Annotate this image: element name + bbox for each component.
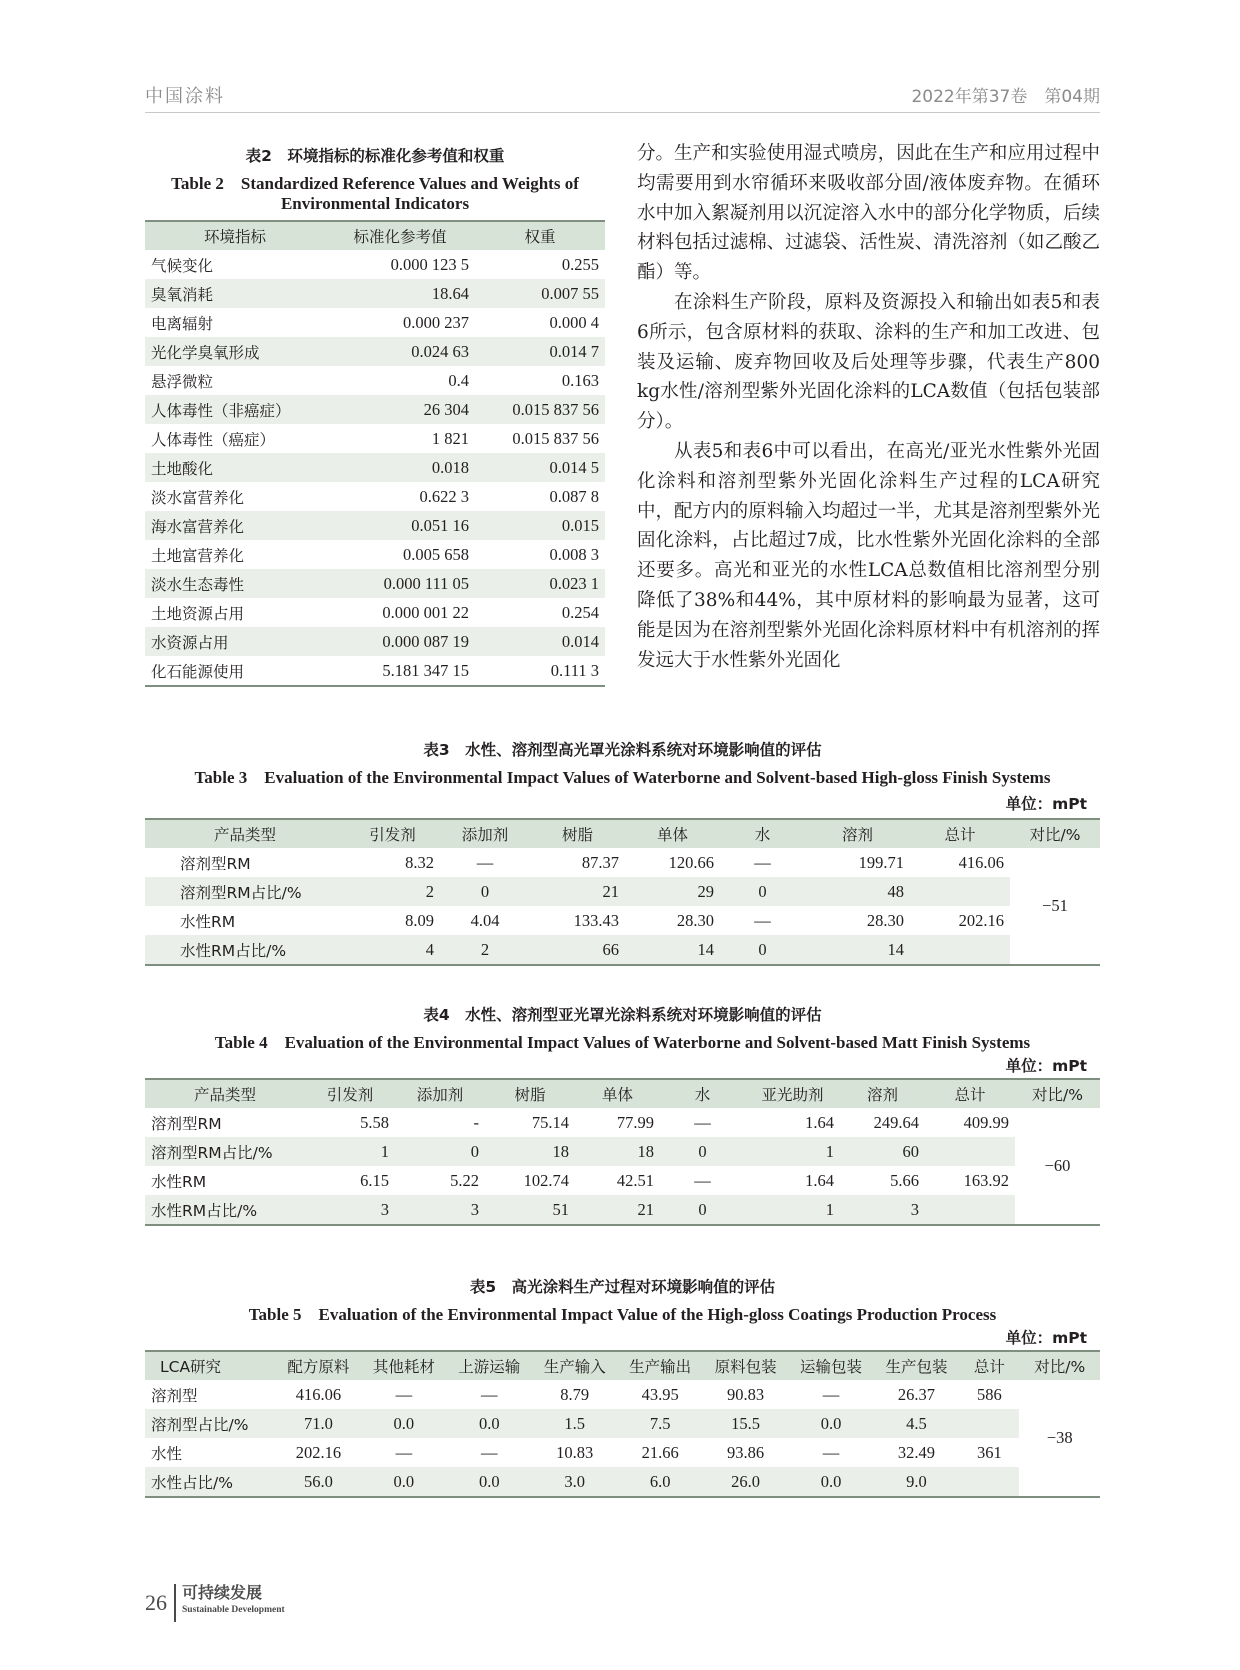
cell: 0.015 837 56 [475,395,605,424]
cell: 0.051 16 [325,511,475,540]
cell: 水性RM [180,912,236,931]
cell: 土地资源占用 [151,604,245,623]
table3-unit: 单位：mPt [1005,795,1087,813]
cell: 0.000 087 19 [325,627,475,656]
cell: 0.000 123 5 [390,254,469,274]
cell: 2 [440,935,530,965]
cell: — [754,910,771,930]
cell [925,1137,1015,1166]
cell: — [481,1442,498,1462]
cell: 0.000 001 22 [382,602,469,622]
cell [910,935,1010,965]
cell: 水性RM占比/% [145,1195,305,1225]
cell: 18.64 [325,279,475,308]
cell: 416.06 [295,1384,342,1404]
cell: 586 [976,1384,1002,1404]
cell: 199.71 [858,852,904,872]
table5-header: 原料包装 [703,1351,788,1380]
cell: 4 [345,935,440,965]
table2-row [145,308,605,337]
cell: 56.0 [276,1467,361,1497]
cell: 1.64 [805,1112,834,1132]
cell: 71.0 [276,1409,361,1438]
cell: 8.32 [405,852,434,872]
table3-header: 产品类型 [145,819,345,848]
cell: 0.087 8 [549,486,599,506]
table2-row [145,627,605,656]
cell: 1 [745,1195,840,1225]
cell: 15.5 [703,1409,788,1438]
cell: 3 [840,1195,925,1225]
journal-name: 中国涂料 [145,86,225,107]
cell: 202.16 [295,1442,342,1462]
cell: 0.0 [361,1467,446,1497]
cell: 0 [440,877,530,906]
cell: 电离辐射 [151,314,214,333]
cell: 0 [660,1195,745,1225]
cell: 人体毒性（癌症） [151,430,276,449]
table2-row [145,511,605,540]
cell: - [473,1112,479,1132]
table4-row [145,1137,1100,1166]
table3-caption-cn: 表3 水性、溶剂型高光罩光涂料系统对环境影响值的评估 [423,741,822,759]
cell: 5.181 347 15 [325,656,475,686]
table4-header: 产品类型 [145,1079,305,1108]
table5-header: 生产输入 [532,1351,617,1380]
cell: 水性 [151,1444,183,1463]
cell: 8.79 [560,1384,590,1404]
cell: 8.09 [405,910,434,930]
page-number: 26 [145,1590,167,1615]
table5-header: 生产包装 [874,1351,959,1380]
table5-compare: −38 [1019,1380,1100,1497]
cell: 溶剂型RM [151,1114,222,1133]
cell: 4.5 [874,1409,959,1438]
table2-header-weight: 权重 [475,221,605,250]
cell: 溶剂型 [151,1386,198,1405]
cell: 75.14 [531,1112,569,1132]
cell: 28.30 [866,910,904,930]
cell: 悬浮微粒 [151,372,214,391]
cell: 0.000 111 05 [325,569,475,598]
cell: 28.30 [676,910,714,930]
cell: 0.255 [561,254,599,274]
cell [959,1409,1019,1438]
paragraph-1: 分。生产和实验使用湿式喷房，因此在生产和应用过程中均需要用到水帘循环来吸收部分固/液体废弃物。在循环水中加入絮凝剂用以沉淀溶入水中的部分化学物质，后续材料包括过滤棉、过滤袋、活性炭、清洗溶剂（如乙酸乙酯）等。 [637,143,1100,284]
table4-header: 添加剂 [395,1079,485,1108]
table5-row [145,1467,1100,1497]
cell: 7.5 [617,1409,702,1438]
table4-caption-en: Table 4 Evaluation of the Environmental Impact Values of Waterborne and Solvent-based Matt Finish Systems [214,1033,1031,1052]
table3-header: 添加剂 [440,819,530,848]
cell: 臭氧消耗 [145,279,325,308]
cell: 18 [575,1137,660,1166]
cell: 102.74 [523,1170,569,1190]
cell: 21 [530,877,625,906]
table5-header: 运输包装 [788,1351,873,1380]
cell: 0.024 63 [325,337,475,366]
table2-row [145,279,605,308]
table5-row [145,1380,1100,1409]
cell: 21 [575,1195,660,1225]
table5-header: 其他耗材 [361,1351,446,1380]
cell: 0.622 3 [419,486,469,506]
table4-row [145,1195,1100,1225]
table5-row [145,1438,1100,1467]
cell: 120.66 [668,852,714,872]
cell: 18 [485,1137,575,1166]
cell: 5.22 [450,1170,479,1190]
cell: 0.015 837 56 [512,428,599,448]
cell: 1.64 [805,1170,834,1190]
table4-header: 溶剂 [840,1079,925,1108]
table3 [145,818,1100,966]
cell: 0.0 [788,1409,873,1438]
cell: 0.163 [561,370,599,390]
cell: 淡水富营养化 [151,488,245,507]
table5-header: 总计 [959,1351,1019,1380]
table3-row [145,848,1100,877]
cell: 0.008 3 [549,544,599,564]
cell: 43.95 [641,1384,679,1404]
cell: — [822,1442,840,1462]
table3-header: 总计 [910,819,1010,848]
cell: 水性占比/% [145,1467,276,1497]
table2-header-ref: 标准化参考值 [325,221,475,250]
table5-caption-en: Table 5 Evaluation of the Environmental Impact Value of the High-gloss Coatings Production Process [248,1305,997,1324]
cell: 0.005 658 [403,544,469,564]
table2-header-indicator: 环境指标 [145,221,325,250]
cell: 163.92 [963,1170,1009,1190]
cell: 0.000 237 [403,312,469,332]
table2-row [145,337,605,366]
cell: 淡水生态毒性 [145,569,325,598]
table5-row [145,1409,1100,1438]
cell: 溶剂型占比/% [145,1409,276,1438]
cell: 87.37 [581,852,619,872]
table2-row [145,424,605,453]
cell: 416.06 [958,852,1004,872]
cell: 0.014 7 [475,337,605,366]
issue-info: 2022年第37卷 第04期 [911,87,1100,107]
table3-header: 水 [720,819,805,848]
table5 [145,1350,1100,1498]
table2-row [145,569,605,598]
table4-row [145,1108,1100,1137]
cell: 土地富营养化 [151,546,245,565]
table2-row [145,250,605,279]
header-rule [145,112,1100,113]
cell: 66 [530,935,625,965]
cell: 0.0 [361,1409,446,1438]
table2-row [145,453,605,482]
cell: 土地酸化 [145,453,325,482]
table4-header: 水 [660,1079,745,1108]
table2-row [145,540,605,569]
table5-header: 配方原料 [276,1351,361,1380]
cell: 14 [805,935,910,965]
table5-header: 对比/% [1019,1351,1100,1380]
cell: 14 [625,935,720,965]
table4-row [145,1166,1100,1195]
table5-header: 上游运输 [447,1351,532,1380]
cell: 60 [840,1137,925,1166]
cell: 4.04 [470,910,500,930]
table4-compare: −60 [1015,1108,1100,1225]
table3-row [145,877,1100,906]
cell: 51 [485,1195,575,1225]
cell: — [822,1384,840,1404]
table3-header: 溶剂 [805,819,910,848]
table4-caption-cn: 表4 水性、溶剂型亚光罩光涂料系统对环境影响值的评估 [423,1006,822,1024]
cell: 1 821 [431,428,469,448]
cell: 3 [395,1195,485,1225]
cell: — [476,852,494,872]
cell: 32.49 [897,1442,936,1462]
cell: 1 [745,1137,840,1166]
body-text [637,139,1100,675]
cell: 1.5 [532,1409,617,1438]
table2-row [145,482,605,511]
table3-row [145,906,1100,935]
folio-divider [174,1584,176,1622]
section-title-en: Sustainable Development [182,1605,285,1615]
table3-header: 单体 [625,819,720,848]
cell: 90.83 [727,1384,765,1404]
cell: 409.99 [963,1112,1009,1132]
cell [925,1195,1015,1225]
cell: 361 [976,1442,1002,1462]
cell: 0.015 [475,511,605,540]
cell: 光化学臭氧形成 [145,337,325,366]
cell: 溶剂型RM占比/% [145,1137,305,1166]
cell: 9.0 [874,1467,959,1497]
table4-unit: 单位：mPt [1005,1057,1087,1075]
cell: 0.000 4 [549,312,599,332]
table5-caption-cn: 表5 高光涂料生产过程对环境影响值的评估 [469,1278,776,1296]
cell: 48 [805,877,910,906]
table2-row [145,656,605,686]
cell: 人体毒性（非癌症） [145,395,325,424]
table3-row [145,935,1100,965]
table2 [145,220,605,687]
cell: 气候变化 [151,256,214,275]
paragraph-3: 从表5和表6中可以看出，在高光/亚光水性紫外光固化涂料和溶剂型紫外光固化涂料生产过程的LCA研究中，配方内的原料输入均超过一半，尤其是溶剂型紫外光固化涂料，占比超过7成，比水性紫外光固化涂料的全部还要多。高光和亚光的水性LCA总数值相比溶剂型分别降低了38%和44%，其中原材料的影响最为显著，这可能是因为在溶剂型紫外光固化涂料原材料中有机溶剂的挥发远大于水性紫外光固化 [637,440,1100,671]
table2-row [145,598,605,627]
cell: 42.51 [616,1170,654,1190]
cell: 0.4 [448,370,469,390]
cell [910,877,1010,906]
cell: 0.0 [788,1467,873,1497]
cell: 133.43 [573,910,619,930]
cell: 21.66 [641,1442,679,1462]
cell: 93.86 [727,1442,765,1462]
cell: 5.58 [360,1112,389,1132]
table4-header: 对比/% [1015,1079,1100,1108]
cell: 6.15 [360,1170,389,1190]
cell: 0.014 5 [475,453,605,482]
table3-header: 树脂 [530,819,625,848]
cell: 26 304 [325,395,475,424]
table3-header: 引发剂 [345,819,440,848]
cell: 5.66 [890,1170,919,1190]
table2-caption-en-2: Environmental Indicators [280,194,470,213]
cell: 0.0 [447,1409,532,1438]
cell: — [395,1384,413,1404]
cell: 249.64 [873,1112,919,1132]
cell: 0.007 55 [475,279,605,308]
cell: — [694,1112,711,1132]
table4-header: 总计 [925,1079,1015,1108]
table4-header: 单体 [575,1079,660,1108]
table5-header: 生产输出 [617,1351,702,1380]
cell: 化石能源使用 [145,656,325,686]
cell: 0.0 [447,1467,532,1497]
cell: 3 [305,1195,395,1225]
table3-caption-en: Table 3 Evaluation of the Environmental Impact Values of Waterborne and Solvent-based High-gloss Finish Systems [194,768,1051,787]
cell: 0 [720,935,805,965]
cell: — [481,1384,498,1404]
cell: 0 [395,1137,485,1166]
cell: 29 [625,877,720,906]
table5-header: LCA研究 [145,1351,276,1380]
cell: 溶剂型RM [180,854,251,873]
cell: 10.83 [556,1442,594,1462]
cell: — [395,1442,413,1462]
table3-header: 对比/% [1010,819,1100,848]
cell: 1 [305,1137,395,1166]
table2-caption-cn: 表2 环境指标的标准化参考值和权重 [245,147,505,165]
table4-header: 树脂 [485,1079,575,1108]
cell: 水性RM [151,1172,207,1191]
cell: 26.0 [703,1467,788,1497]
table4 [145,1078,1100,1226]
cell: — [694,1170,711,1190]
cell: 0.023 1 [475,569,605,598]
table4-header: 引发剂 [305,1079,395,1108]
section-title-cn: 可持续发展 [182,1583,263,1602]
table5-unit: 单位：mPt [1005,1329,1087,1347]
cell: 水资源占用 [145,627,325,656]
cell: 77.99 [616,1112,654,1132]
paragraph-2: 在涂料生产阶段，原料及资源投入和输出如表5和表6所示，包含原材料的获取、涂料的生产和加工改进、包装及运输、废弃物回收及后处理等步骤，代表生产800 kg水性/溶剂型紫外光固化涂料的LCA数值（包括包装部分）。 [637,291,1100,433]
table2-caption-en-1: Table 2 Standardized Reference Values and Weights of [171,174,579,193]
cell: 海水富营养化 [145,511,325,540]
cell: 3.0 [532,1467,617,1497]
cell: 2 [345,877,440,906]
cell [959,1467,1019,1497]
cell: — [754,852,771,872]
cell: 0.254 [561,602,599,622]
cell: 0.014 [475,627,605,656]
cell: 6.0 [617,1467,702,1497]
table2-row [145,395,605,424]
cell: 202.16 [958,910,1004,930]
table2-row [145,366,605,395]
cell: 26.37 [897,1384,936,1404]
cell: 0.111 3 [475,656,605,686]
cell: 溶剂型RM占比/% [145,877,345,906]
cell: 水性RM占比/% [145,935,345,965]
table3-compare: −51 [1010,848,1100,965]
cell: 0 [720,877,805,906]
table4-header: 亚光助剂 [745,1079,840,1108]
cell: 0.018 [325,453,475,482]
cell: 0 [660,1137,745,1166]
